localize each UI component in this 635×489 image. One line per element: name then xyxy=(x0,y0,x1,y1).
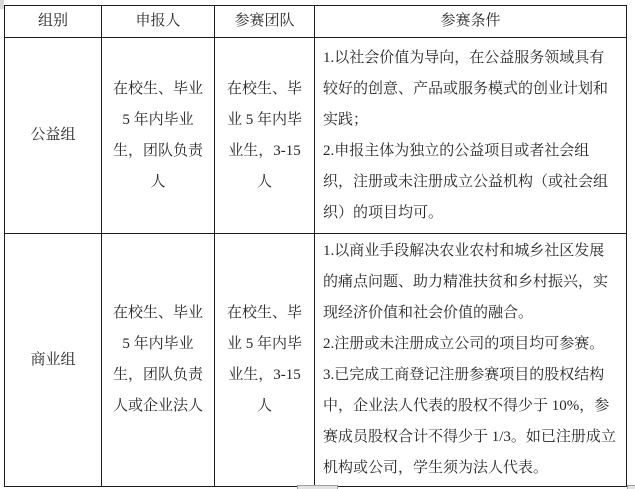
cell-group-name: 商业组 xyxy=(5,234,102,487)
cell-applicant: 在校生、毕业 5 年内毕业生，团队负责人 xyxy=(102,38,215,234)
cell-conditions xyxy=(315,38,627,234)
cell-applicant: 在校生、毕业 5 年内毕业生，团队负责人或企业法人 xyxy=(102,234,215,487)
header-applicant: 申报人 xyxy=(102,6,215,38)
header-team: 参赛团队 xyxy=(215,6,315,38)
competition-groups-table xyxy=(4,5,627,487)
scrollbar-fragment xyxy=(627,485,635,489)
table-row-business xyxy=(5,234,627,487)
header-conditions: 参赛条件 xyxy=(315,6,627,38)
cell-conditions xyxy=(315,234,627,487)
cell-team: 在校生、毕业 5 年内毕业生，3-15 人 xyxy=(215,38,315,234)
header-group: 组别 xyxy=(5,6,102,38)
condition-item: 3.已完成工商登记注册参赛项目的股权结构中，企业法人代表的股权不得少于 10%，参赛成员股权合计不得少于 1/3。如已注册成立机构或公司，学生须为法人代表。 xyxy=(323,367,616,476)
condition-item: 2.申报主体为独立的公益项目或者社会组织，注册或未注册成立公益机构（或社会组织）的项目均可。 xyxy=(323,142,609,221)
scrollbar-fragment xyxy=(297,485,338,489)
condition-item: 1.以社会价值为导向，在公益服务领域具有较好的创意、产品或服务模式的创业计划和实践； xyxy=(323,49,609,128)
header-row xyxy=(5,6,627,38)
condition-item: 1.以商业手段解决农业农村和城乡社区发展的痛点问题、助力精准扶贫和乡村振兴，实现经济价值和社会价值的融合。 xyxy=(323,243,609,321)
condition-item: 2.注册或未注册成立公司的项目均可参赛。 xyxy=(323,336,605,352)
table-row-public-welfare xyxy=(5,38,627,234)
cell-team: 在校生、毕业 5 年内毕业生，3-15 人 xyxy=(215,234,315,487)
cell-group-name: 公益组 xyxy=(5,38,102,234)
edge-artifact xyxy=(0,0,4,9)
